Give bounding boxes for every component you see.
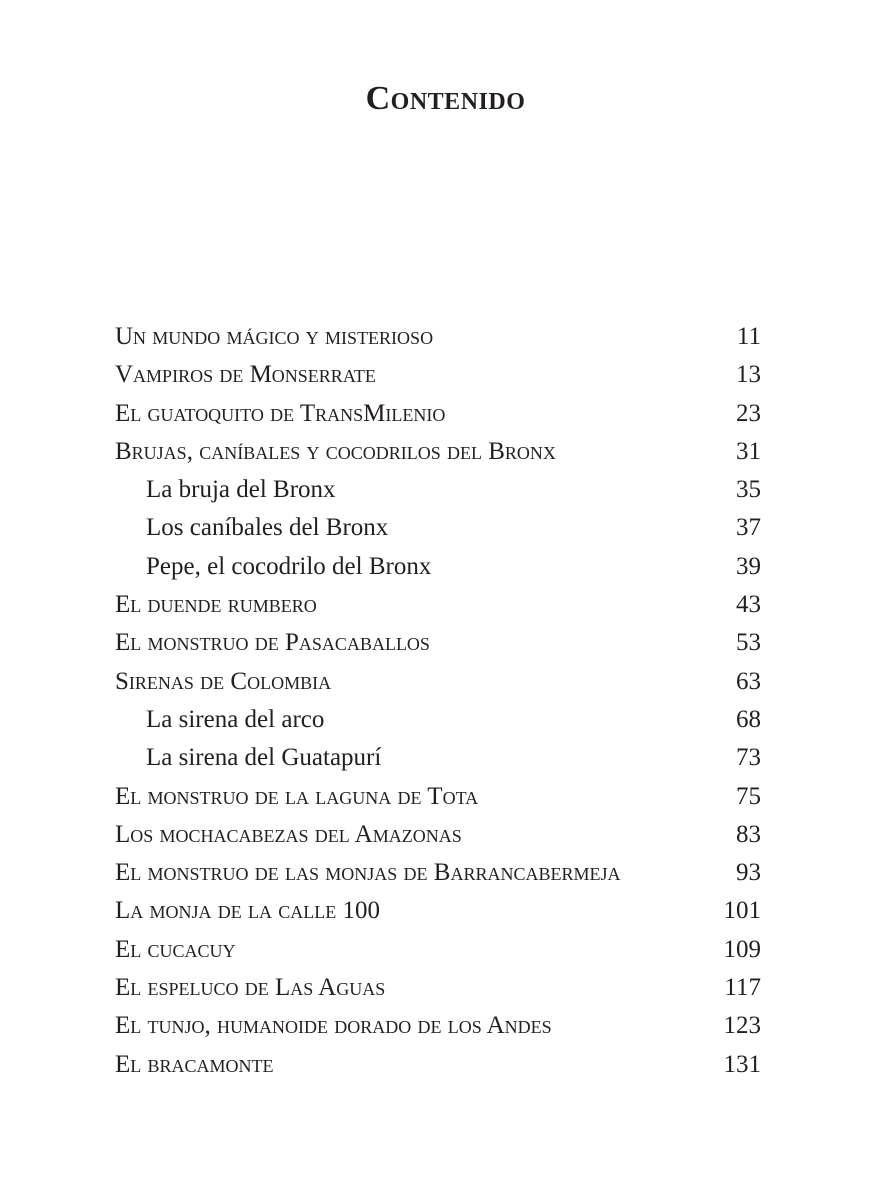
toc-entry-title: El duende rumbero — [115, 591, 317, 619]
toc-entry-title: El monstruo de las monjas de Barrancabermeja — [115, 859, 621, 887]
toc-subentry — [115, 509, 761, 547]
toc-entry-title: Brujas, caníbales y cocodrilos del Bronx — [115, 437, 556, 465]
toc-entry-title: La bruja del Bronx — [146, 476, 336, 504]
toc-entry-page-number: 73 — [736, 744, 761, 772]
toc-entry-page-number: 93 — [736, 859, 761, 887]
toc-entry-page-number: 123 — [723, 1012, 761, 1040]
toc-entry — [115, 969, 761, 1007]
toc-subentry — [115, 739, 761, 777]
toc-entry — [115, 1007, 761, 1045]
toc-entry-title: El bracamonte — [115, 1050, 274, 1078]
toc-entry-title: El monstruo de la laguna de Tota — [115, 782, 479, 810]
toc-entry — [115, 395, 761, 433]
toc-entry-title: Vampiros de Monserrate — [115, 361, 376, 389]
toc-entry — [115, 892, 761, 930]
toc-entry — [115, 854, 761, 892]
toc-entry-page-number: 31 — [736, 437, 761, 465]
toc-entry-page-number: 37 — [736, 514, 761, 542]
page-title: Contenido — [365, 80, 526, 117]
toc-entry-page-number: 53 — [736, 629, 761, 657]
toc-entry-page-number: 11 — [736, 323, 761, 350]
toc-entry-page-number: 117 — [724, 974, 761, 1002]
toc-entry-page-number: 13 — [736, 361, 761, 389]
toc-subentry — [115, 471, 761, 509]
toc-entry — [115, 778, 761, 816]
toc-entry-page-number: 43 — [736, 591, 761, 619]
toc-entry-page-number: 75 — [736, 782, 761, 810]
toc-entry-page-number: 68 — [736, 705, 761, 733]
toc-entry-title: El tunjo, humanoide dorado de los Andes — [115, 1012, 552, 1040]
toc-entry-title: La monja de la calle 100 — [115, 897, 381, 925]
toc-entry — [115, 586, 761, 624]
toc-entry — [115, 356, 761, 394]
toc-entry-page-number: 63 — [736, 667, 761, 695]
toc-entry-title: El cucacuy — [115, 935, 236, 963]
toc-entry-title: Un mundo mágico y misterioso — [115, 323, 434, 350]
toc-entry — [115, 433, 761, 471]
table-of-contents — [115, 318, 761, 1084]
toc-entry-title: El espeluco de Las Aguas — [115, 974, 386, 1002]
toc-entry — [115, 816, 761, 854]
toc-subentry — [115, 701, 761, 739]
toc-entry-title: La sirena del arco — [146, 705, 325, 733]
toc-entry-title: Sirenas de Colombia — [115, 667, 332, 695]
toc-entry — [115, 663, 761, 701]
toc-entry-title: Pepe, el cocodrilo del Bronx — [146, 552, 432, 580]
toc-entry — [115, 318, 761, 356]
toc-entry — [115, 931, 761, 969]
toc-entry-title: El guatoquito de TransMilenio — [115, 399, 446, 427]
toc-entry-page-number: 109 — [723, 935, 761, 963]
toc-entry — [115, 624, 761, 662]
toc-entry-title: Los caníbales del Bronx — [146, 514, 389, 542]
toc-entry-page-number: 39 — [736, 552, 761, 580]
toc-subentry — [115, 548, 761, 586]
toc-entry-page-number: 23 — [736, 399, 761, 427]
toc-entry-title: La sirena del Guatapurí — [146, 744, 382, 772]
toc-entry — [115, 1046, 761, 1084]
toc-entry-page-number: 83 — [736, 820, 761, 848]
toc-entry-page-number: 35 — [736, 476, 761, 504]
toc-entry-page-number: 131 — [723, 1050, 761, 1078]
toc-entry-title: Los mochacabezas del Amazonas — [115, 820, 462, 848]
toc-entry-page-number: 101 — [723, 897, 761, 925]
toc-entry-title: El monstruo de Pasacaballos — [115, 629, 430, 657]
